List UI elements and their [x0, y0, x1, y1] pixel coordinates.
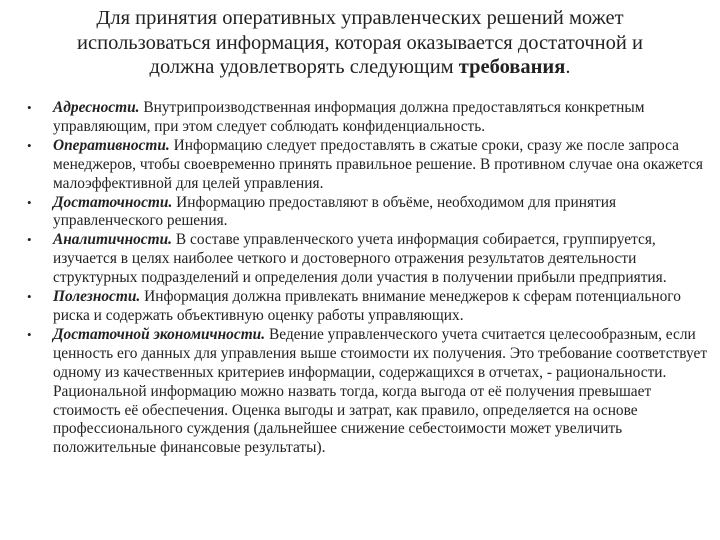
requirement-text: Информацию следует предоставлять в сжатые сроки, сразу же после запроса менеджеров, чтобы своевременно принять правильное решение. В противном случае она окажется малоэффективной для целей управления.	[53, 136, 703, 192]
slide-title	[8, 6, 712, 80]
requirement-name: Адресности.	[53, 99, 140, 116]
title-line-1: Для принятия оперативных управленческих решений может	[96, 7, 624, 29]
title-line-3-start: должна удовлетворять следующим	[149, 56, 459, 78]
requirement-item-addressability	[27, 99, 713, 137]
bullet-icon: •	[27, 289, 32, 305]
bullet-icon: •	[27, 100, 32, 115]
title-emphasis: требования	[458, 56, 566, 78]
requirement-item-analyticity	[27, 231, 713, 288]
title-line-3-end: .	[565, 56, 571, 78]
bullet-icon: •	[27, 137, 32, 153]
requirement-text: Внутрипроизводственная информация должна предоставляться конкретным управляющим, при этом следует соблюдать конфиденциальность.	[53, 99, 645, 135]
bullet-icon: •	[27, 326, 32, 342]
bullet-icon: •	[27, 232, 32, 248]
requirement-name: Оперативности.	[53, 136, 170, 154]
requirement-text: Информацию предоставляют в объёме, необходимом для принятия управленческого решения.	[53, 193, 617, 230]
requirement-name: Достаточности.	[53, 193, 173, 211]
title-line-2: использоваться информация, которая оказывается достаточной и	[77, 31, 643, 54]
requirements-list	[27, 99, 713, 458]
requirement-text: Ведение управленческого учета считается целесообразным, если ценность его данных для управления выше стоимости их получения. Это требование соответствует одному из качественных критериев информации, содержащихся в отчетах, - рациональности. Рациональной информацию можно назвать тогда, когда выгода от её получения превышает стоимость её обеспечения. Оценка выгоды и затрат, как правило, определяется на основе профессионального суждения (дальнейшее снижение себестоимости может увеличить положительные финансовые результаты).	[53, 325, 708, 457]
requirement-name: Полезности.	[53, 288, 141, 306]
title-line-3	[150, 56, 571, 78]
requirement-item-sufficiency	[27, 194, 713, 232]
requirement-item-usefulness	[27, 288, 713, 326]
requirement-text: Информация должна привлекать внимание менеджеров к сферам потенциального риска и содержать объективную оценку работы управляющих.	[53, 288, 681, 324]
requirement-item-promptness	[27, 137, 713, 194]
requirement-text: В составе управленческого учета информация собирается, группируется, изучается в целях наиболее четкого и достоверного отражения результатов деятельности структурных подразделений и определения доли участия в получении прибыли предприятия.	[53, 231, 667, 287]
bullet-icon: •	[27, 194, 32, 210]
requirement-name: Достаточной экономичности.	[53, 325, 266, 343]
requirement-name: Аналитичности.	[53, 231, 173, 249]
requirement-item-cost-efficiency	[27, 326, 713, 458]
